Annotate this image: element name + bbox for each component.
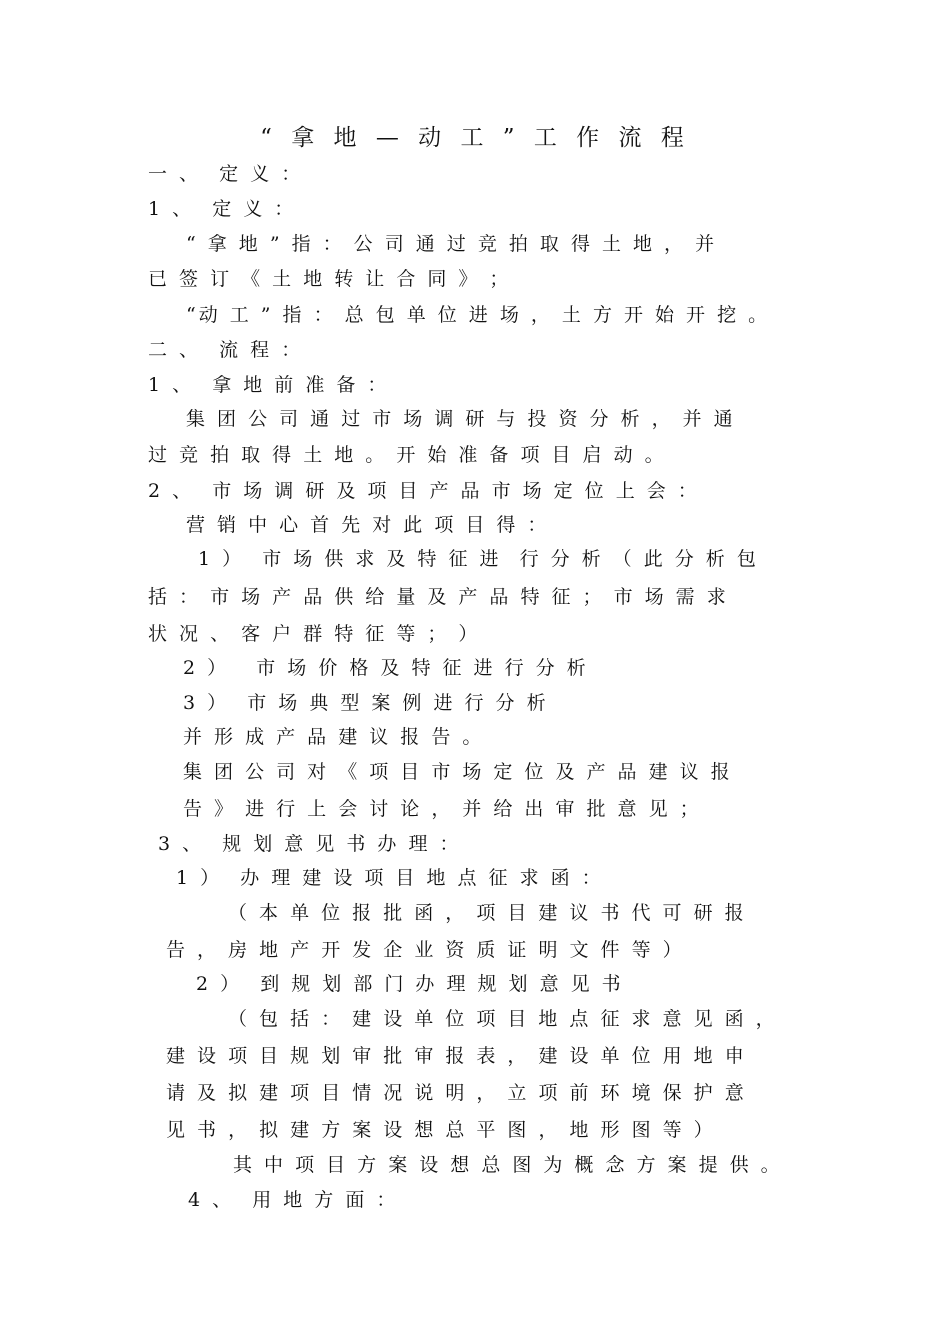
text-line: 已 签 订 《 土 地 转 让 合 同 》 ；	[148, 268, 512, 290]
text-line: （ 本 单 位 报 批 函 ， 项 目 建 议 书 代 可 研 报	[228, 902, 747, 924]
text-line: “ 拿 地 ” 指 ： 公 司 通 过 竞 拍 取 得 土 地 ， 并	[186, 233, 718, 255]
text-line: 见 书 ， 拟 建 方 案 设 想 总 平 图 ， 地 形 图 等 ）	[166, 1119, 716, 1141]
text-line: 告 ， 房 地 产 开 发 企 业 资 质 证 明 文 件 等 ）	[166, 939, 685, 961]
text-line: 其 中 项 目 方 案 设 想 总 图 为 概 念 方 案 提 供 。	[233, 1154, 783, 1176]
list-item: 3 ） 市 场 典 型 案 例 进 行 分 析	[183, 692, 549, 714]
subsection-heading: 2 、 市 场 调 研 及 项 目 产 品 市 场 定 位 上 会 ：	[148, 480, 700, 502]
text-line: 告 》 进 行 上 会 讨 论 ， 并 给 出 审 批 意 见 ；	[183, 798, 702, 820]
subsection-heading: 1 、 拿 地 前 准 备 ：	[148, 374, 390, 396]
text-line: 集 团 公 司 对 《 项 目 市 场 定 位 及 产 品 建 议 报	[183, 761, 733, 783]
text-line: （ 包 括 ： 建 设 单 位 项 目 地 点 征 求 意 见 函 ，	[228, 1008, 778, 1030]
text-line: 括 ： 市 场 产 品 供 给 量 及 产 品 特 征 ； 市 场 需 求	[148, 586, 729, 608]
document-title: “ 拿 地 — 动 工 ” 工 作 流 程	[260, 125, 690, 151]
text-line: 状 况 、 客 户 群 特 征 等 ； ）	[148, 623, 481, 645]
list-item: 1 ） 市 场 供 求 及 特 征 进 行 分 析 （ 此 分 析 包	[198, 548, 759, 570]
text-line: 请 及 拟 建 项 目 情 况 说 明 ， 立 项 前 环 境 保 护 意	[166, 1082, 747, 1104]
text-line: 集 团 公 司 通 过 市 场 调 研 与 投 资 分 析 ， 并 通	[186, 408, 736, 430]
subsection-heading: 3 、 规 划 意 见 书 办 理 ：	[158, 833, 462, 855]
list-item: 2 ） 到 规 划 部 门 办 理 规 划 意 见 书	[196, 973, 624, 995]
text-line: 营 销 中 心 首 先 对 此 项 目 得 ：	[186, 514, 550, 536]
list-item: 2 ） 市 场 价 格 及 特 征 进 行 分 析	[183, 657, 589, 679]
list-item: 1 ） 办 理 建 设 项 目 地 点 征 求 函 ：	[176, 867, 604, 889]
section-heading-process: 二 、 流 程 ：	[148, 339, 304, 361]
section-heading-definition: 一 、 定 义 ：	[148, 163, 304, 185]
text-line: 并 形 成 产 品 建 议 报 告 。	[183, 726, 485, 748]
text-line: 过 竞 拍 取 得 土 地 。 开 始 准 备 项 目 启 动 。	[148, 444, 667, 466]
text-line: 建 设 项 目 规 划 审 批 审 报 表 ， 建 设 单 位 用 地 申	[166, 1045, 747, 1067]
subsection-heading: 4 、 用 地 方 面 ：	[188, 1189, 399, 1211]
text-line: “动 工 ” 指 ： 总 包 单 位 进 场 ， 土 方 开 始 开 挖 。	[186, 304, 771, 326]
subsection-heading-definition: 1 、 定 义 ：	[148, 198, 297, 220]
